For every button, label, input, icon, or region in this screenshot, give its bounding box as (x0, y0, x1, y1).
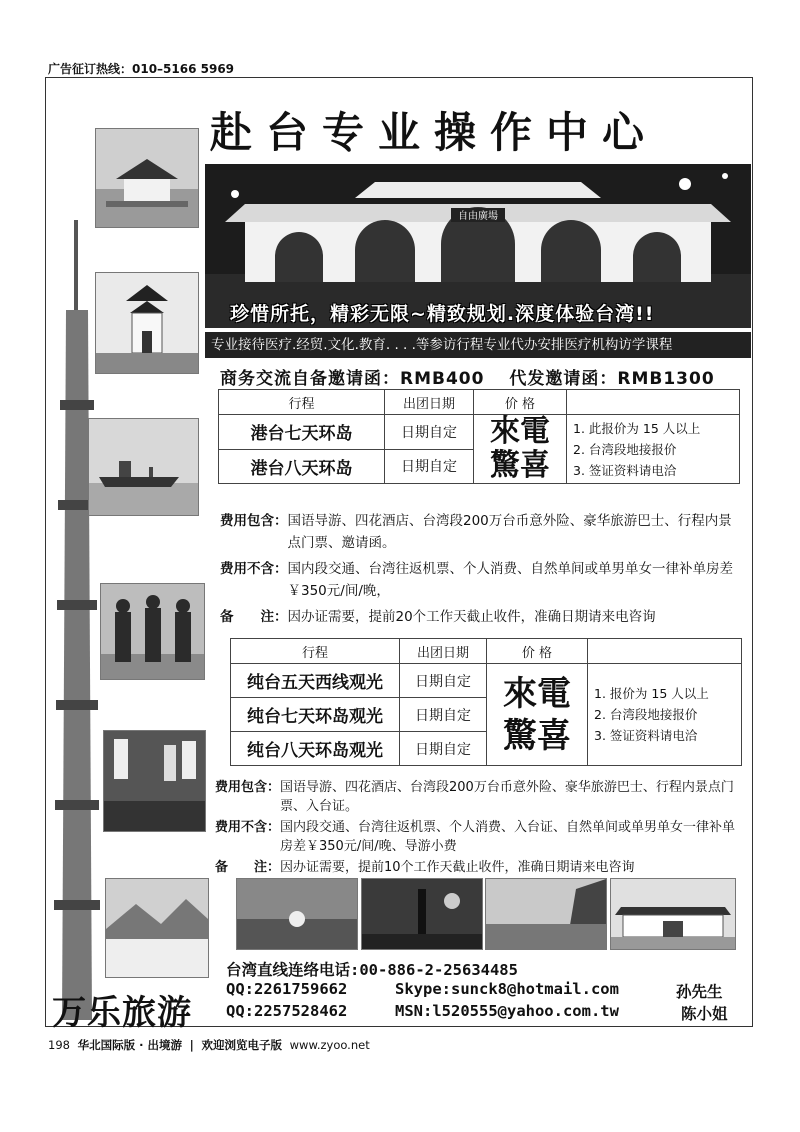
night-market-photo (103, 730, 206, 832)
col-price-header: 价 格 (487, 639, 588, 664)
footer-tagline: 欢迎浏览电子版 (201, 1038, 282, 1052)
note-line: 1. 报价为 15 人以上 (594, 686, 709, 701)
footer-separator: | (189, 1038, 194, 1052)
fee-include-text: 国语导游、四花酒店、台湾段200万台币意外险、豪华旅游巴士、行程内景点门票、入台证。 (280, 780, 734, 814)
msn-contact: MSN:l520555@yahoo.com.tw (395, 1002, 619, 1020)
service-banner: 专业接待医疗.经贸.文化.教育. . . .等参访行程专业代办安排医疗机构访学课程 (205, 332, 751, 358)
tour-route: 港台八天环岛 (219, 449, 385, 484)
magazine-name: 华北国际版 · 出境游 (77, 1038, 182, 1052)
lake-photo (105, 878, 209, 978)
harbor-ship-photo (88, 418, 199, 516)
col-date-header: 出团日期 (385, 390, 474, 415)
promo-line: 來電 (490, 414, 550, 449)
tour-date: 日期自定 (385, 449, 474, 484)
promo-line: 來電 (503, 673, 571, 714)
col-route-header: 行程 (231, 639, 400, 664)
remark-text: 因办证需要，提前20个工作天截止收件，准确日期请来电咨询 (287, 609, 656, 625)
fee-exclude-text: 国内段交通、台湾往返机票、个人消费、自然单间或单男单女一律补单房差￥350元/间/晚， (287, 561, 733, 599)
contact-person-2: 陈小姐 (681, 1005, 728, 1023)
promo-line: 驚喜 (490, 448, 550, 483)
note-line: 2. 台湾段地接报价 (594, 707, 698, 722)
agency-invitation-price: 代发邀请函：RMB1300 (509, 369, 715, 389)
fee-exclude-label: 费用不含： (220, 561, 288, 577)
taiwan-only-tour-table (230, 638, 742, 766)
tour-route: 纯台八天环岛观光 (231, 732, 400, 766)
page-title: 赴台专业操作中心 (210, 108, 659, 157)
fee-include-label: 费用包含： (215, 780, 281, 795)
contact-person-1: 孙先生 (676, 983, 723, 1001)
remark-label: 备 注： (220, 609, 288, 625)
honor-guard-photo (100, 583, 205, 680)
fee-exclude-text: 国内段交通、台湾往返机票、个人消费、入台证、自然单间或单男单女一律补单房差￥350元/间/晚、导游小费 (280, 820, 736, 854)
skype-contact: Skype:sunck8@hotmail.com (395, 980, 619, 998)
col-date-header: 出团日期 (400, 639, 487, 664)
taipei-skyline-photo (361, 878, 483, 950)
qq-contact-1: QQ:2261759662 (226, 980, 348, 998)
liberty-gate-photo (610, 878, 736, 950)
promo-line: 驚喜 (503, 715, 571, 756)
fee-exclude-label: 费用不含： (215, 820, 281, 835)
remark-label: 备 注： (215, 860, 281, 875)
fees-section-2 (215, 778, 740, 877)
tour-route: 纯台七天环岛观光 (231, 698, 400, 732)
tour-date: 日期自定 (385, 415, 474, 450)
hk-taiwan-tour-table (218, 389, 740, 484)
tour-route: 港台七天环岛 (219, 415, 385, 450)
qq-contact-2: QQ:2257528462 (226, 1002, 348, 1020)
note-line: 2. 台湾段地接报价 (573, 441, 677, 457)
note-line: 3. 签证资料请电洽 (573, 462, 677, 478)
coast-flower-photo (236, 878, 358, 950)
note-line: 3. 签证资料请电洽 (594, 728, 698, 743)
tour-date: 日期自定 (400, 698, 487, 732)
page-footer (48, 1037, 370, 1053)
fee-include-text: 国语导游、四花酒店、台湾段200万台币意外险、豪华旅游巴士、行程内景点门票、邀请函。 (287, 513, 732, 551)
chiang-kai-shek-hall-photo (95, 272, 199, 374)
fees-section-1 (220, 510, 740, 628)
tour-date: 日期自定 (400, 664, 487, 698)
price-promo (487, 664, 588, 766)
page-number: 198 (48, 1038, 70, 1052)
business-invitation-price: 商务交流自备邀请函：RMB400 (220, 369, 485, 389)
taiwan-phone: 台湾直线连络电话:00-886-2-25634485 (226, 961, 518, 979)
col-route-header: 行程 (219, 390, 385, 415)
memorial-hall-photo (95, 128, 199, 228)
slogan: 珍惜所托，精彩无限~精致规划.深度体验台湾!! (230, 303, 655, 325)
invitation-prices (220, 364, 715, 389)
brand-logo-text: 万乐旅游 (52, 993, 192, 1033)
fee-include-label: 费用包含： (220, 513, 288, 529)
coastal-cliff-photo (485, 878, 607, 950)
tour-notes (567, 415, 740, 484)
gate-plaque-text: 自由廣場 (458, 211, 498, 222)
footer-url[interactable]: www.zyoo.net (289, 1038, 370, 1052)
tour-route: 纯台五天西线观光 (231, 664, 400, 698)
tour-notes (588, 664, 742, 766)
note-line: 1. 此报价为 15 人以上 (573, 420, 701, 436)
tour-date: 日期自定 (400, 732, 487, 766)
price-promo (474, 415, 567, 484)
remark-text: 因办证需要，提前10个工作天截止收件，准确日期请来电咨询 (280, 860, 635, 875)
col-notes-header (567, 390, 740, 415)
col-notes-header (588, 639, 742, 664)
ad-hotline: 广告征订热线：010–5166 5969 (48, 62, 235, 76)
col-price-header: 价 格 (474, 390, 567, 415)
